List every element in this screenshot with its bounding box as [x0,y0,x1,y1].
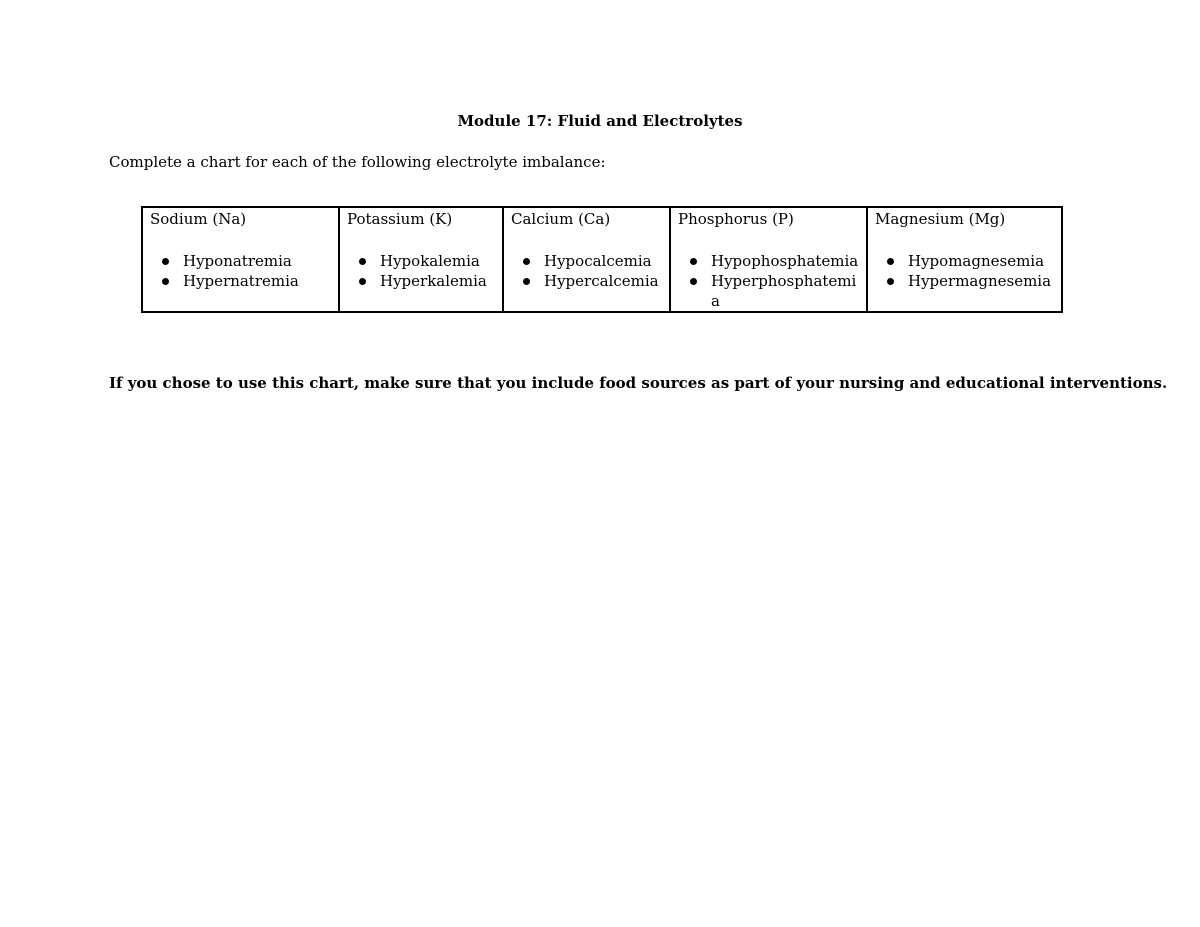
column-header-sodium: Sodium (Na) [150,210,247,228]
imbalance-list [511,251,665,291]
table-cell-calcium [503,207,670,312]
list-item: Hypophosphatemia [678,251,862,271]
list-item: Hyponatremia [150,251,334,271]
imbalance-list [150,251,334,291]
list-item: Hypomagnesemia [875,251,1057,271]
list-item: Hyperkalemia [347,271,498,291]
table-cell-sodium [142,207,339,312]
list-item: Hyperphosphatemia [678,271,862,311]
table-cell-phosphorus [670,207,867,312]
table-row [142,207,1062,312]
list-item: Hypokalemia [347,251,498,271]
table-cell-magnesium [867,207,1062,312]
list-item: Hypercalcemia [511,271,665,291]
imbalance-list [347,251,498,291]
page-title: Module 17: Fluid and Electrolytes [457,112,743,130]
electrolyte-table [141,206,1063,313]
column-header-phosphorus: Phosphorus (P) [678,210,794,228]
column-header-potassium: Potassium (K) [347,210,453,228]
list-item: Hypermagnesemia [875,271,1057,291]
instruction-text: Complete a chart for each of the following electrolyte imbalance: [109,153,606,171]
imbalance-list [678,251,862,311]
column-header-calcium: Calcium (Ca) [511,210,611,228]
column-header-magnesium: Magnesium (Mg) [875,210,1006,228]
table-cell-potassium [339,207,503,312]
list-item: Hypernatremia [150,271,334,291]
closing-note: If you chose to use this chart, make sure that you include food sources as part of your nursing and educational interventions. [109,374,1168,392]
imbalance-list [875,251,1057,291]
list-item: Hypocalcemia [511,251,665,271]
